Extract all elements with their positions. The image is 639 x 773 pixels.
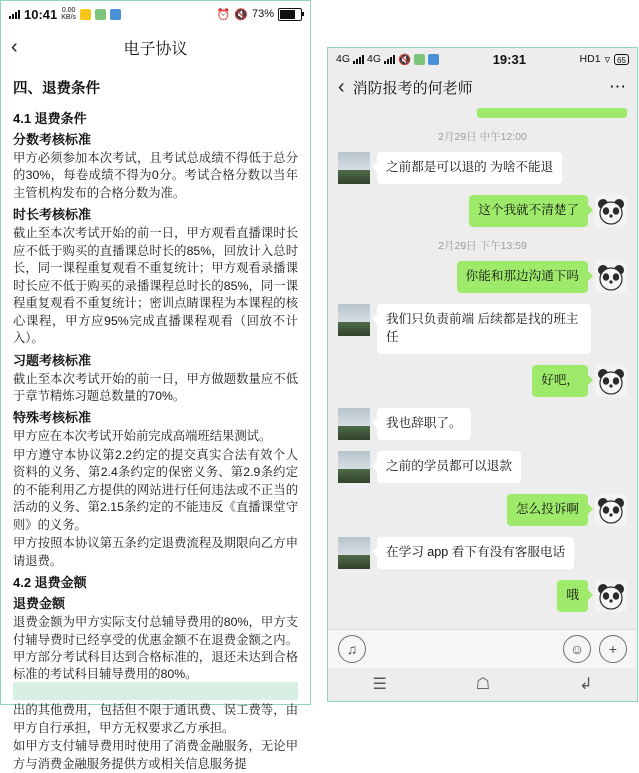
mute-icon: 🔇 (398, 53, 412, 66)
document-paragraph: 截止至本次考试开始的前一日，甲方做题数量应不低于章节精炼习题总数量的70%。 (13, 371, 298, 403)
bottom-action-bar[interactable] (13, 682, 298, 700)
chat-header (328, 71, 637, 104)
message-bubble[interactable]: 之前的学员都可以退款 (377, 451, 521, 483)
chat-row-outgoing (338, 580, 627, 612)
chat-row-incoming (338, 451, 627, 483)
message-bubble[interactable]: 这个我就不清楚了 (469, 195, 588, 227)
document-heading: 时长考核标准 (13, 207, 92, 223)
avatar[interactable] (595, 494, 627, 526)
chat-row-incoming (338, 408, 627, 440)
document-paragraph: 出的其他费用，包括但不限于通讯费、误工费等，由甲方自行承担，甲方无权要求乙方承担。 (13, 703, 298, 735)
blue-app-icon (110, 9, 121, 20)
chat-contact-name: 消防报考的何老师 (352, 79, 473, 97)
avatar[interactable] (595, 580, 627, 612)
emoji-icon[interactable]: ☺ (563, 635, 591, 663)
green-app-icon (95, 9, 106, 20)
panda-avatar-icon (595, 261, 627, 293)
network-type-1: 4G (336, 53, 351, 66)
bluetooth-icon (428, 54, 439, 65)
message-bubble[interactable]: 之前都是可以退的 为啥不能退 (377, 152, 562, 184)
net-speed-unit: KB/s (61, 14, 77, 21)
menu-icon[interactable]: ☰ (372, 676, 387, 694)
back-chevron-icon[interactable]: ‹ (338, 76, 345, 99)
message-bubble-partial (477, 108, 627, 118)
chat-row-outgoing (338, 494, 627, 526)
wifi-icon: ▿ (604, 53, 611, 66)
chat-message-list[interactable] (328, 104, 637, 629)
message-bubble[interactable]: 好吧， (532, 365, 588, 397)
chat-row-outgoing (338, 195, 627, 227)
net-speed-indicator (61, 7, 76, 22)
document-paragraph: 甲方必须参加本次考试，且考试总成绩不得低于总分的30%，每卷成绩不得为0分。考试合格分数以当年主管机构发布的合格分数为准。 (13, 151, 298, 200)
avatar[interactable] (338, 537, 370, 569)
chat-row-partial (338, 108, 627, 118)
net-speed-value: 0.00 (61, 6, 76, 14)
chat-timestamp: 2月29日 下午13:59 (438, 240, 527, 253)
message-bubble[interactable]: 我们只负责前端 后续都是找的班主任 (377, 304, 591, 354)
left-status-bar (1, 1, 310, 27)
document-paragraph: 截止至本次考试开始的前一日，甲方观看直播课时长应不低于购买的直播课总时长的85%，回放计入总时长，同一课程重复观看不重复统计；甲方观看录播课时长应不低于购买的录播课程总时长的85%，同一课程重复观看不重复统计；密训点睛课程为本课程的核心课程，甲方应95%完成直播课程观看（回放不计入）。 (13, 226, 298, 346)
system-nav-bar (328, 668, 637, 701)
chat-input-bar (328, 629, 637, 668)
more-dots-icon[interactable]: ⋯ (609, 77, 627, 97)
message-input[interactable] (374, 635, 555, 663)
chat-row-incoming (338, 537, 627, 569)
message-bubble[interactable]: 你能和那边沟通下吗 (457, 261, 588, 293)
right-status-bar (328, 48, 637, 71)
document-heading: 特殊考核标准 (13, 410, 92, 426)
document-heading: 4.1 退费条件 (13, 111, 87, 126)
document-paragraph: 甲方应在本次考试开始前完成高端班结果测试。 (13, 429, 272, 444)
avatar[interactable] (338, 451, 370, 483)
mute-icon: 🔇 (234, 8, 248, 21)
avatar[interactable] (338, 304, 370, 336)
avatar[interactable] (595, 195, 627, 227)
voice-record-icon[interactable]: ♫ (338, 635, 366, 663)
panda-avatar-icon (595, 494, 627, 526)
document-heading: 4.2 退费金额 (13, 575, 87, 591)
avatar[interactable] (595, 261, 627, 293)
chat-row-incoming (338, 152, 627, 184)
agreement-document (1, 67, 310, 771)
left-header (1, 27, 310, 67)
signal-bars-icon (9, 9, 20, 19)
message-bubble[interactable]: 在学习 app 看下有没有客服电话 (377, 537, 574, 569)
document-paragraph: 甲方按照本协议第五条约定退费流程及期限向乙方申请退费。 (13, 536, 298, 568)
avatar[interactable] (338, 408, 370, 440)
right-phone-screenshot (327, 47, 638, 702)
status-time: 19:31 (492, 51, 526, 67)
panda-avatar-icon (595, 365, 627, 397)
document-heading: 习题考核标准 (13, 352, 92, 368)
message-bubble[interactable]: 怎么投诉啊 (507, 494, 588, 526)
panda-avatar-icon (595, 580, 627, 612)
back-chevron-icon[interactable]: ‹ (11, 36, 18, 58)
document-paragraph: 退费金额为甲方实际支付总辅导费用的80%，甲方支付辅导费时已经享受的优惠金额不在退费金额之内。甲方部分考试科目达到合格标准的，退还未达到合格标准的考试科目辅导费用的80%。 (13, 615, 298, 682)
avatar[interactable] (338, 152, 370, 184)
left-phone-screenshot (0, 0, 311, 771)
status-time: 10:41 (24, 6, 58, 22)
plus-icon[interactable]: + (599, 635, 627, 663)
chat-row-outgoing (338, 365, 627, 397)
hd-label: HD1 (579, 53, 601, 66)
mail-icon (80, 9, 91, 20)
document-heading: 分数考核标准 (13, 132, 92, 147)
chat-row-outgoing (338, 261, 627, 293)
back-nav-icon[interactable]: ↲ (579, 676, 593, 694)
message-bubble[interactable]: 哦 (557, 580, 588, 612)
signal-bars-icon-2 (384, 54, 395, 64)
page-title: 电子协议 (123, 40, 188, 58)
panda-avatar-icon (595, 195, 627, 227)
signal-bars-icon (353, 54, 364, 64)
document-section-title: 四、退费条件 (13, 81, 100, 97)
document-paragraph: 甲方遵守本协议第2.2约定的提交真实合法有效个人资料的义务、第2.4条约定的保密义务、第2.9条约定的不能利用乙方提供的网站进行任何违法或不正当的活动的义务、第2.15条约定的不能违反《直播课堂守则》的义务。 (13, 447, 298, 532)
battery-level: 65 (614, 54, 629, 65)
document-heading: 退费金额 (13, 596, 66, 612)
document-paragraph: 如甲方支付辅导费用时使用了消费金融服务，无论甲方与消费金融服务提供方或相关信息服务提 (13, 739, 298, 771)
battery-text: 73% (251, 8, 274, 20)
location-icon (414, 54, 425, 65)
network-type-2: 4G (367, 53, 382, 66)
message-bubble[interactable]: 我也辞职了。 (377, 408, 471, 440)
chat-row-incoming (338, 304, 627, 354)
home-icon[interactable]: ☖ (475, 676, 491, 694)
chat-timestamp: 2月29日 中午12:00 (438, 131, 527, 144)
alarm-icon: ⏰ (216, 8, 231, 21)
battery-icon (278, 8, 302, 21)
avatar[interactable] (595, 365, 627, 397)
